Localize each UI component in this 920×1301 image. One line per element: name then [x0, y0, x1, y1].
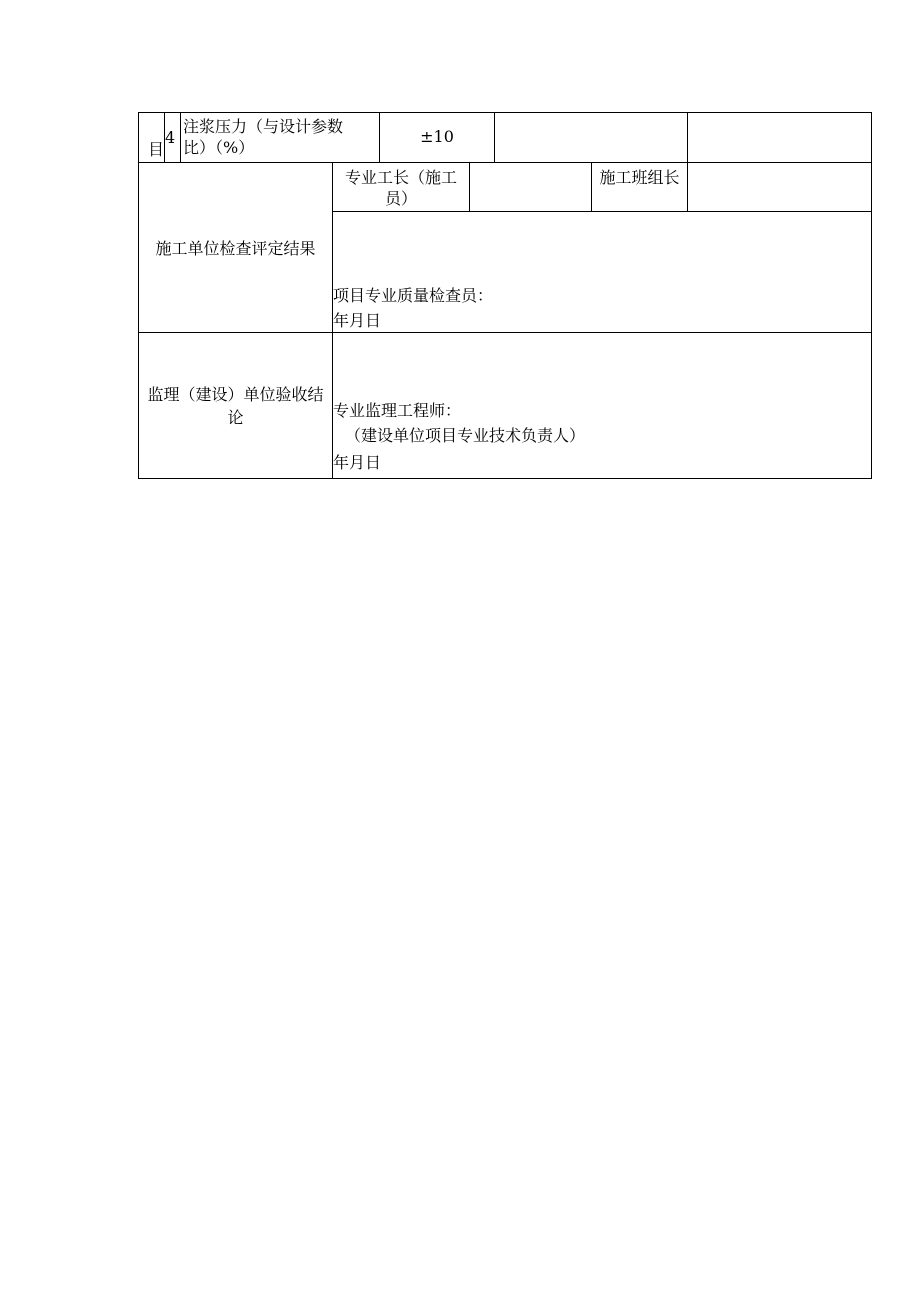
construction-result-label: 施工单位检查评定结果	[155, 239, 316, 258]
column-divider	[687, 162, 688, 211]
supervision-label-line2: 论	[227, 408, 244, 427]
supervising-engineer-label: 专业监理工程师：	[333, 401, 462, 420]
item-number: 4	[165, 128, 176, 147]
tolerance-value: ±10	[420, 127, 454, 146]
row-divider	[138, 332, 872, 333]
column-divider	[469, 162, 470, 211]
column-divider	[687, 112, 688, 162]
row-divider	[138, 162, 872, 163]
item-name-line1: 注浆压力（与设计参数	[183, 117, 344, 136]
supervision-label-line1: 监理（建设）单位验收结	[147, 385, 324, 404]
construction-date-label: 年月日	[333, 311, 382, 330]
quality-inspector-label: 项目专业质量检查员：	[333, 286, 494, 305]
row-divider	[332, 211, 872, 212]
supervision-date-label: 年月日	[333, 453, 382, 472]
foreman-label-line2: 员）	[384, 189, 417, 208]
item-name-line2: 比）（%）	[183, 138, 255, 157]
column-divider	[494, 112, 495, 162]
foreman-label-line1: 专业工长（施工	[344, 168, 457, 187]
category-label: 目	[148, 140, 165, 159]
column-divider	[180, 112, 181, 162]
team-leader-label: 施工班组长	[599, 168, 680, 187]
owner-representative-label: （建设单位项目专业技术负责人）	[345, 426, 586, 445]
